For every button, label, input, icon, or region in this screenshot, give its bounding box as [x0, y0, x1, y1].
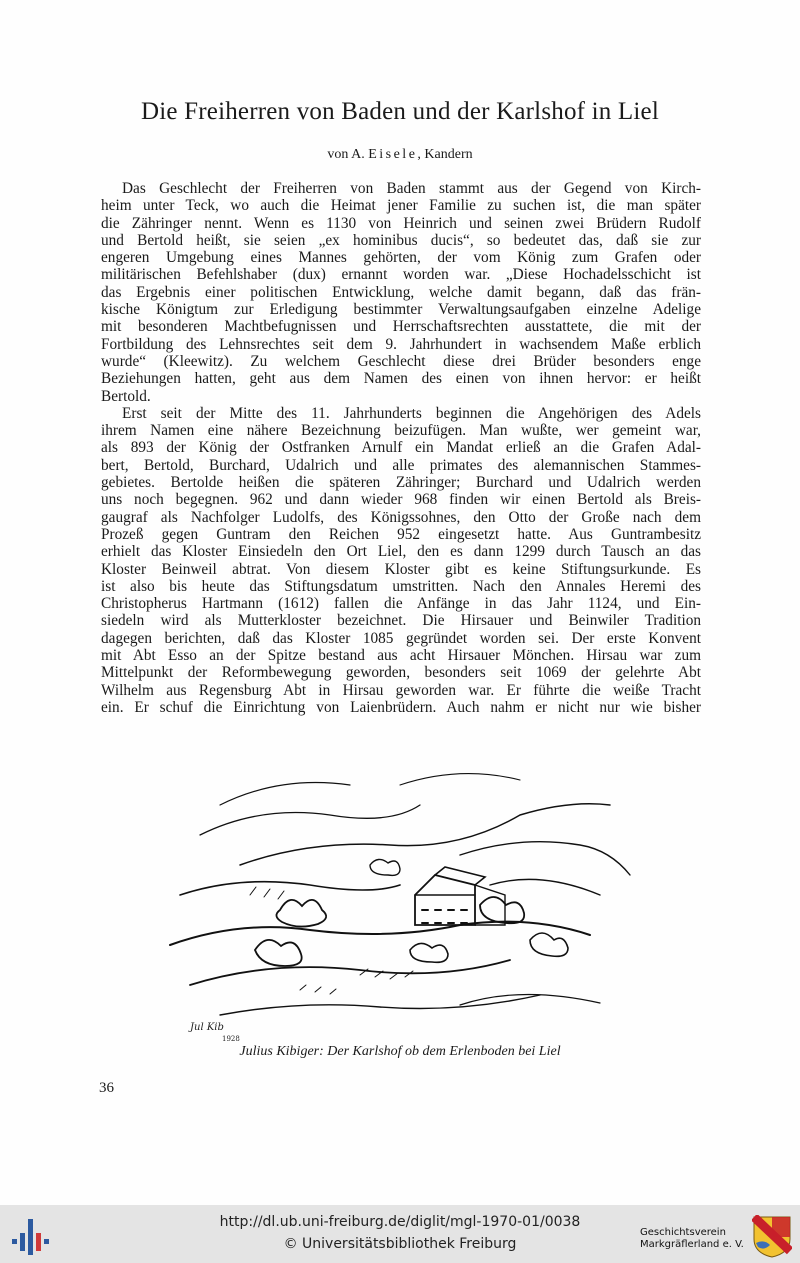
text-line: Fortbildung des Lehnsrechtes seit dem 9. Jahrhundert in wachsendem Maße erblich — [101, 335, 701, 353]
author-prefix: von A. — [327, 147, 365, 162]
text-line: bert, Bertold, Burchard, Udalrich und alle primates des alemannischen Stammes- — [101, 456, 701, 474]
artist-signature: Jul Kib — [190, 1022, 224, 1033]
artist-year: 1928 — [222, 1035, 240, 1043]
text-line: dagegen berichten, daß das Kloster 1085 gegründet worden sei. Der erste Konvent — [101, 629, 701, 647]
text-line: Mittelpunkt der Reformbewegung geworden, besonders seit 1069 der gelehrte Abt — [101, 664, 701, 682]
text-line: Bertold. — [101, 387, 151, 405]
text-line: als 893 der König der Ostfranken Arnulf ein Mandat erließ an die Grafen Adal- — [101, 439, 701, 457]
text-line: Christopherus Hartmann (1612) fallen die Anfänge in das Jahr 1124, und Ein- — [101, 595, 701, 613]
text-line: Das Geschlecht der Freiherren von Baden stammt aus der Gegend von Kirch- — [122, 180, 701, 197]
text-line: siedeln wird als Mutterkloster bezeichnet. Die Hirsauer und Beinwiler Tradition — [101, 612, 701, 630]
text-line: militärischen Befehlshaber (dux) ernannt worden war. „Diese Hochadelsschicht ist — [101, 266, 701, 284]
author-name: Eisele — [368, 147, 418, 162]
text-line: engeren Umgebung eines Mannes gehörten, der vom König zum Grafen oder — [101, 249, 701, 267]
text-line: die Zähringer nennt. Wenn es 1130 von Heinrich und seinen zwei Brüdern Rudolf — [101, 214, 701, 232]
text-line: ist also bis heute das Stiftungsdatum umstritten. Nach den Annales Heremi des — [101, 577, 701, 595]
text-line: erhielt das Kloster Einsiedeln den Ort Liel, den es dann 1299 durch Tausch an das — [101, 543, 701, 561]
article-body — [101, 180, 701, 716]
figure-caption: Julius Kibiger: Der Karlshof ob dem Erlenboden bei Liel — [239, 1044, 561, 1059]
text-line: wurde“ (Kleewitz). Zu welchem Geschlecht diese drei Brüder besonders enge — [101, 352, 701, 370]
text-line: uns noch begegnen. 962 und dann wieder 968 finden wir einen Bertold als Breis- — [101, 491, 701, 509]
source-url-link[interactable]: http://dl.ub.uni-freiburg.de/diglit/mgl-1970-01/0038 — [219, 1214, 581, 1230]
page-title: Die Freiherren von Baden und der Karlshof in Liel — [141, 98, 659, 125]
landscape-illustration — [160, 745, 640, 1045]
author-line — [0, 147, 800, 163]
text-line: und Bertold heißt, sie seien „ex hominibus ducis“, so bedeutet das, daß sie zur — [101, 231, 701, 249]
text-line: Prozeß gegen Guntram den Reichen 952 eingesetzt hatte. Aus Guntrambesitz — [101, 525, 701, 543]
text-line: gaugraf als Nachfolger Ludolfs, des Königssohnes, den Otto der Große nach dem — [101, 508, 701, 526]
text-line: mit Abt Esso an der Spitze bestand aus acht Hirsauer Mönchen. Hirsau war zum — [101, 647, 701, 665]
text-line: das Ergebnis einer politischen Entwicklung, welche damit begann, daß das frän- — [101, 283, 701, 301]
text-line: heim unter Teck, wo auch die Heimat jener Familie zu suchen ist, die man später — [101, 197, 701, 215]
page-number: 36 — [99, 1080, 114, 1096]
footer-bar — [0, 1205, 800, 1263]
text-line: ihrem Namen eine nähere Bezeichnung beizufügen. Man wußte, wer gemeint war, — [101, 422, 701, 440]
association-line-1: Geschichtsverein — [640, 1227, 726, 1238]
text-line: kische Königtum zur Erledigung bestimmter Verwaltungsaufgaben einzelne Adelige — [101, 301, 701, 319]
text-line: Beziehungen hatten, geht aus dem Namen des einen von ihnen hervor: er heißt — [101, 370, 701, 388]
text-line: gebietes. Bertolde heißen die späteren Zähringer; Burchard und Udalrich werden — [101, 474, 701, 492]
text-line: Erst seit der Mitte des 11. Jahrhunderts beginnen die Angehörigen des Adels — [122, 404, 701, 422]
association-name — [640, 1227, 744, 1251]
text-line: ein. Er schuf die Einrichtung von Laienbrüdern. Auch nahm er nicht nur wie bisher — [101, 698, 701, 716]
text-line: Kloster Beinweil abtrat. Von diesem Kloster gibt es keine Stiftungsurkunde. Es — [101, 560, 701, 578]
coat-of-arms-icon — [752, 1215, 792, 1259]
author-suffix: , Kandern — [417, 147, 473, 162]
text-line: Wilhelm aus Regensburg Abt in Hirsau geworden war. Er führte die weiße Tracht — [101, 681, 701, 699]
text-line: mit besonderen Machtbefugnissen und Herrschaftsrechten ausstattete, die mit der — [101, 318, 701, 336]
copyright-text: © Universitätsbibliothek Freiburg — [283, 1236, 517, 1252]
association-line-2: Markgräflerland e. V. — [640, 1239, 744, 1250]
